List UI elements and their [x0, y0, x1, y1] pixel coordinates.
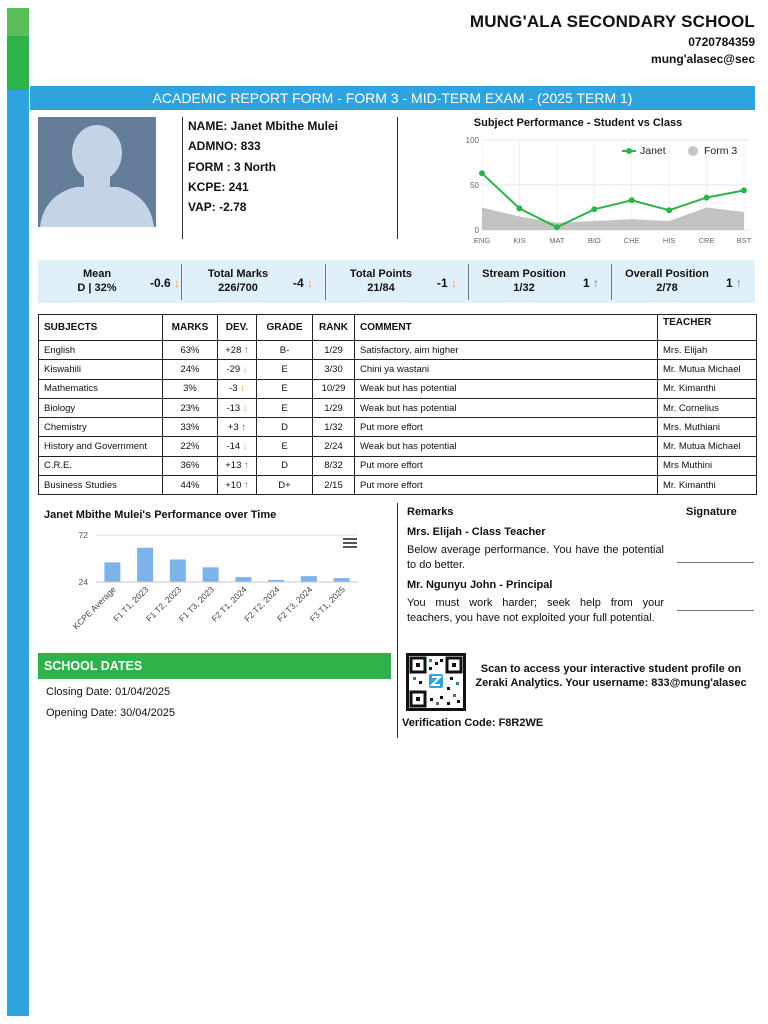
col-rank: RANK [313, 315, 355, 341]
x-tick-label: MAT [549, 236, 565, 245]
stat-dev-value: -1 [437, 276, 448, 290]
chart1-title: Subject Performance - Student vs Class [473, 117, 683, 129]
stat-overall-position [612, 260, 755, 303]
qr-code-icon[interactable] [406, 653, 466, 711]
stat-label: Stream Position [482, 268, 566, 280]
student-point [554, 224, 560, 230]
stat-label: Total Points [349, 268, 413, 280]
arrow-down-icon: ↓ [240, 441, 248, 453]
teacher-cell: Mr. Mutua Michael [658, 437, 757, 456]
subject-cell: English [39, 341, 163, 360]
dev-cell [218, 360, 257, 379]
dev-value: -14 [226, 441, 241, 453]
marks-cell: 36% [163, 456, 218, 475]
side-accent-top [7, 8, 29, 36]
teacher-cell: Mrs. Muthiani [658, 418, 757, 437]
x-tick-label: HIS [662, 236, 676, 245]
rank-cell: 1/32 [313, 418, 355, 437]
grade-cell: E [257, 398, 313, 417]
col-comment: COMMENT [355, 315, 658, 341]
legend-marker-class [688, 146, 698, 156]
table-row [39, 456, 757, 475]
legend-label-janet: Janet [640, 145, 666, 157]
table-row [39, 437, 757, 456]
teacher-cell: Mr. Cornelius [658, 398, 757, 417]
dev-value: +10 [225, 479, 242, 491]
grade-cell: D [257, 456, 313, 475]
stat-stream-position [469, 260, 612, 303]
subject-cell: Mathematics [39, 379, 163, 398]
student-point [479, 170, 485, 176]
grade-cell: E [257, 437, 313, 456]
teacher-cell: Mr. Kimanthi [658, 476, 757, 495]
opening-date: Opening Date: 30/04/2025 [46, 707, 176, 719]
school-name: MUNG'ALA SECONDARY SCHOOL [469, 12, 755, 31]
qr-code-graphic [409, 656, 463, 708]
subject-cell: Kiswahili [39, 360, 163, 379]
student-point [629, 197, 635, 203]
student-kcpe: KCPE: 241 [188, 179, 249, 194]
dev-value: -13 [226, 402, 241, 414]
class-teacher-name: Mrs. Elijah - Class Teacher [407, 526, 546, 538]
stat-dev [150, 276, 180, 290]
dev-cell [218, 398, 257, 417]
table-row [39, 341, 757, 360]
arrow-down-icon: ↓ [240, 363, 248, 375]
col-marks: MARKS [163, 315, 218, 341]
remarks-heading: Remarks [407, 506, 454, 518]
x-tick-label: KIS [513, 236, 526, 245]
marks-cell: 22% [163, 437, 218, 456]
marks-cell: 63% [163, 341, 218, 360]
table-row [39, 398, 757, 417]
rank-cell: 3/30 [313, 360, 355, 379]
legend-label-class: Form 3 [704, 145, 738, 157]
time-bar [104, 562, 120, 582]
grade-cell: D [257, 418, 313, 437]
x-tick-label: KCPE Average [70, 584, 118, 632]
arrow-down-icon: ↓ [451, 276, 458, 290]
x-tick-label: F2 T2, 2024 [242, 584, 282, 624]
arrow-up-icon: ↑ [593, 276, 600, 290]
dev-cell [218, 379, 257, 398]
comment-cell: Put more effort [355, 418, 658, 437]
teacher-cell: Mrs Muthini [658, 456, 757, 475]
arrow-down-icon: ↓ [240, 402, 248, 414]
signature-heading: Signature [686, 506, 737, 518]
dev-cell [218, 341, 257, 360]
chart2-title: Janet Mbithe Mulei's Performance over Time [44, 509, 277, 521]
stat-mean [38, 260, 182, 303]
comment-cell: Put more effort [355, 476, 658, 495]
stat-dev [437, 276, 457, 290]
stat-dev-value: 1 [583, 276, 590, 290]
subject-cell: C.R.E. [39, 456, 163, 475]
x-tick-label: ENG [473, 236, 491, 245]
time-bar [334, 578, 350, 582]
time-bar [301, 576, 317, 582]
arrow-up-icon: ↑ [736, 276, 743, 290]
divider-info [397, 117, 398, 239]
stat-value: 226/700 [218, 282, 258, 294]
comment-cell: Satisfactory, aim higher [355, 341, 658, 360]
teacher-cell: Mr. Mutua Michael [658, 360, 757, 379]
x-tick-label: BIO [587, 236, 601, 245]
x-tick-label: F2 T1, 2024 [209, 584, 249, 624]
principal-remark: You must work harder; seek help from your teachers, you have not exploited your full potential. [407, 597, 664, 624]
school-dates-heading: SCHOOL DATES [38, 653, 391, 679]
divider-photo [182, 117, 183, 239]
comment-cell: Put more effort [355, 456, 658, 475]
col-dev: DEV. [218, 315, 257, 341]
stat-dev-value: -0.6 [150, 276, 171, 290]
stat-total-points [326, 260, 469, 303]
stat-total-marks [182, 260, 326, 303]
x-tick-label: BST [736, 236, 752, 245]
dev-cell [218, 476, 257, 495]
stat-value: D | 32% [77, 282, 117, 294]
subjects-table [38, 314, 757, 495]
legend-marker-janet [626, 148, 632, 154]
principal-name: Mr. Ngunyu John - Principal [407, 579, 553, 591]
table-row [39, 476, 757, 495]
school-phone: 0720784359 [688, 35, 755, 49]
arrow-down-icon: ↓ [174, 276, 181, 290]
time-bar [170, 559, 186, 582]
stat-dev-value: 1 [726, 276, 733, 290]
col-teacher: TEACHER [658, 315, 757, 341]
menu-icon[interactable] [343, 538, 357, 550]
table-header-row [39, 315, 757, 341]
dev-cell [218, 456, 257, 475]
dev-value: +13 [225, 460, 242, 472]
grade-cell: B- [257, 341, 313, 360]
dev-value: +3 [227, 421, 239, 433]
subject-cell: Business Studies [39, 476, 163, 495]
stat-dev [293, 276, 313, 290]
verification-code: Verification Code: F8R2WE [402, 717, 544, 729]
marks-cell: 33% [163, 418, 218, 437]
col-subjects: SUBJECTS [39, 315, 163, 341]
summary-strip [38, 260, 755, 303]
x-tick-label: CHE [623, 236, 640, 245]
dev-cell [218, 418, 257, 437]
arrow-up-icon: ↑ [241, 460, 249, 472]
school-email: mung'alasec@sec [651, 52, 755, 66]
stat-value: 21/84 [367, 282, 395, 294]
report-banner: ACADEMIC REPORT FORM - FORM 3 - MID-TERM EXAM - (2025 TERM 1) [30, 86, 755, 110]
class-teacher-signature-line [677, 562, 754, 563]
class-area-series [482, 208, 744, 231]
col-grade: GRADE [257, 315, 313, 341]
side-accent-mid [7, 36, 29, 90]
time-bar [235, 577, 251, 582]
stat-label: Overall Position [625, 268, 709, 280]
arrow-down-icon: ↓ [237, 383, 245, 395]
rank-cell: 1/29 [313, 341, 355, 360]
student-vap: VAP: -2.78 [188, 200, 247, 215]
teacher-cell: Mrs. Elijah [658, 341, 757, 360]
stat-value: 1/32 [513, 282, 535, 294]
student-admno: ADMNO: 833 [188, 139, 261, 154]
x-tick-label: F1 T1, 2023 [111, 584, 151, 624]
student-point [741, 187, 747, 193]
marks-cell: 44% [163, 476, 218, 495]
rank-cell: 1/29 [313, 398, 355, 417]
dev-value: -3 [229, 383, 238, 395]
arrow-down-icon: ↓ [307, 276, 314, 290]
y-tick-label: 0 [474, 226, 479, 235]
dev-value: +28 [225, 344, 242, 356]
student-point [516, 205, 522, 211]
grade-cell: E [257, 379, 313, 398]
x-tick-label: CRE [698, 236, 715, 245]
student-name: NAME: Janet Mbithe Mulei [188, 119, 339, 133]
comment-cell: Weak but has potential [355, 398, 658, 417]
principal-signature-line [677, 610, 754, 611]
marks-cell: 3% [163, 379, 218, 398]
subject-cell: Biology [39, 398, 163, 417]
side-accent-bar [7, 8, 29, 1016]
divider-remarks [397, 503, 398, 738]
marks-cell: 24% [163, 360, 218, 379]
teacher-cell: Mr. Kimanthi [658, 379, 757, 398]
stat-dev-value: -4 [293, 276, 304, 290]
time-bar [203, 567, 219, 582]
subject-cell: Chemistry [39, 418, 163, 437]
closing-date: Closing Date: 01/04/2025 [46, 686, 171, 698]
class-teacher-remark: Below average performance. You have the potential to do better. [407, 544, 664, 571]
arrow-up-icon: ↑ [241, 344, 249, 356]
school-header [470, 12, 755, 66]
comment-cell: Weak but has potential [355, 379, 658, 398]
stat-label: Total Marks [207, 268, 269, 280]
student-info [188, 119, 338, 220]
stat-value: 2/78 [656, 282, 678, 294]
rank-cell: 2/24 [313, 437, 355, 456]
y-tick-label: 24 [78, 577, 88, 587]
marks-cell: 23% [163, 398, 218, 417]
x-tick-label: F1 T2, 2023 [143, 584, 184, 624]
avatar-icon [38, 117, 156, 227]
student-point [591, 206, 597, 212]
rank-cell: 8/32 [313, 456, 355, 475]
rank-cell: 10/29 [313, 379, 355, 398]
arrow-up-icon: ↑ [238, 421, 247, 433]
grade-cell: E [257, 360, 313, 379]
comment-cell: Chini ya wastani [355, 360, 658, 379]
student-photo [38, 117, 156, 227]
stat-label: Mean [82, 268, 112, 280]
grade-cell: D+ [257, 476, 313, 495]
dev-cell [218, 437, 257, 456]
table-row [39, 418, 757, 437]
x-tick-label: F3 T1, 2025 [307, 584, 348, 624]
table-row [39, 379, 757, 398]
stat-dev [726, 276, 742, 290]
student-form: FORM : 3 North [188, 159, 276, 174]
stat-dev [583, 276, 599, 290]
time-bar [137, 548, 153, 582]
arrow-up-icon: ↑ [241, 479, 249, 491]
qr-caption: Scan to access your interactive student profile on Zeraki Analytics. Your username: 833@mung'alasec [475, 663, 747, 689]
subject-cell: History and Government [39, 437, 163, 456]
comment-cell: Weak but has potential [355, 437, 658, 456]
subject-performance-chart [462, 132, 758, 250]
y-tick-label: 72 [78, 530, 88, 540]
dev-value: -29 [226, 363, 241, 375]
x-tick-label: F2 T3, 2024 [274, 584, 315, 624]
y-tick-label: 100 [465, 136, 479, 145]
student-point [704, 195, 710, 201]
student-point [666, 207, 672, 213]
table-row [39, 360, 757, 379]
y-tick-label: 50 [470, 181, 479, 190]
x-tick-label: F1 T3, 2023 [176, 584, 217, 624]
rank-cell: 2/15 [313, 476, 355, 495]
performance-over-time-chart [40, 522, 360, 647]
